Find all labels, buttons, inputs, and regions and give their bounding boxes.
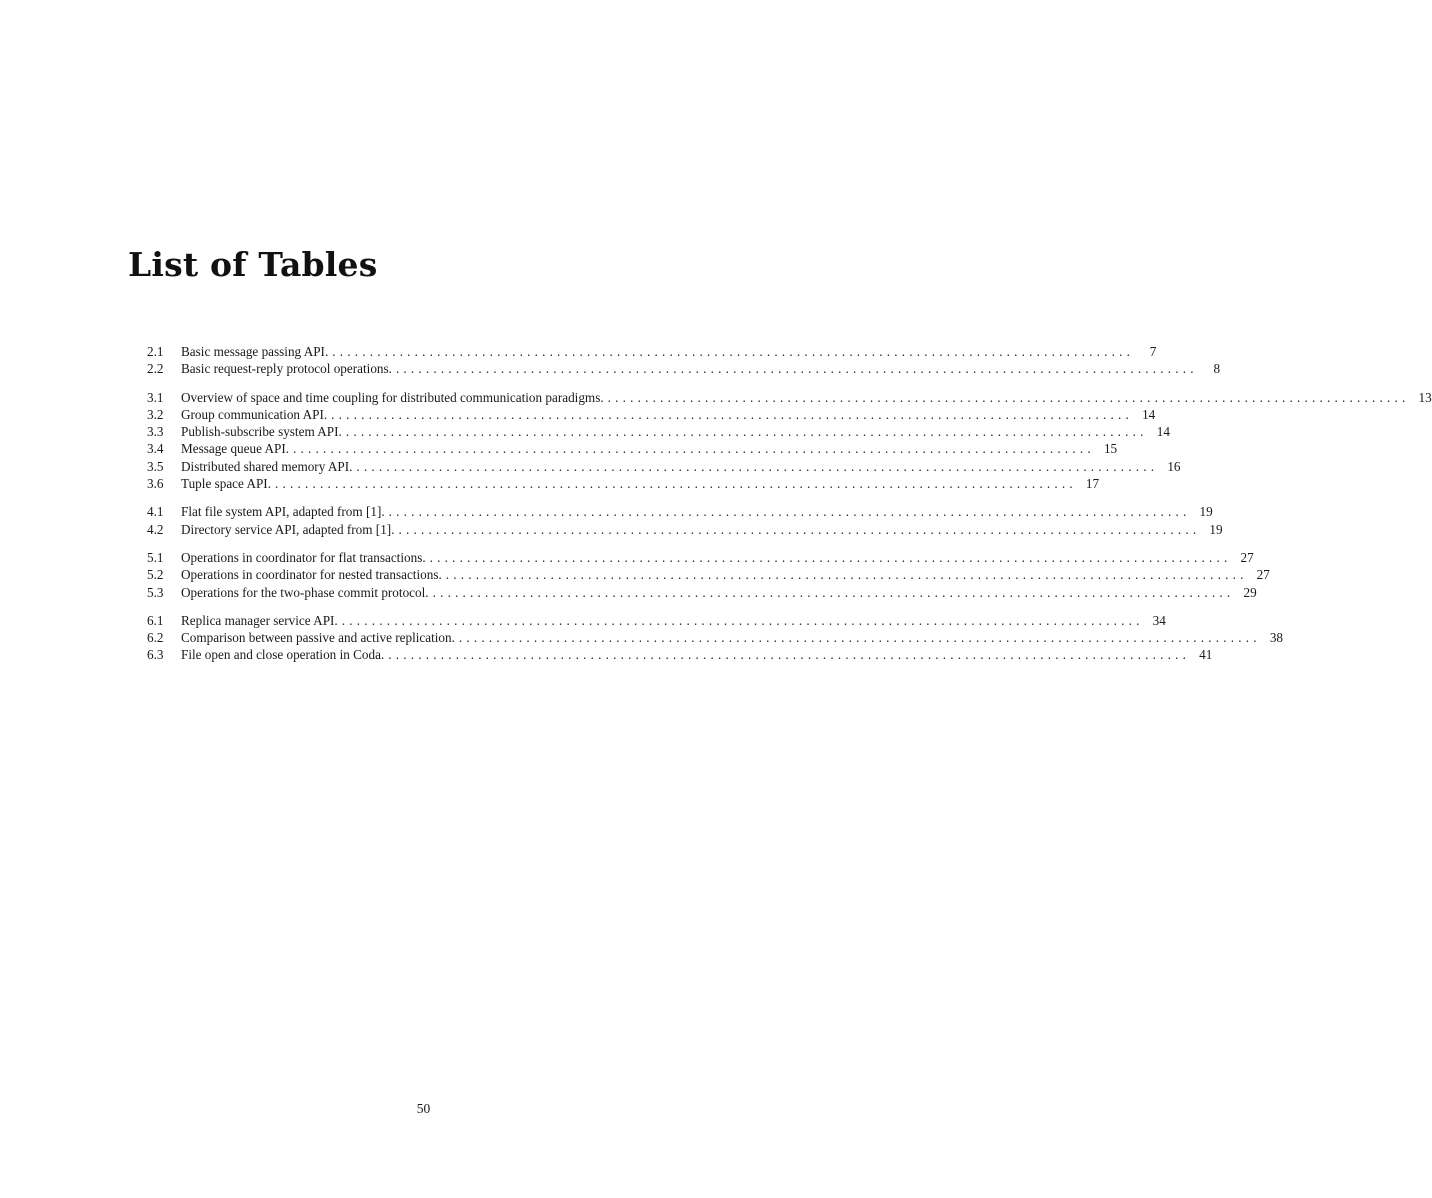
entry-number: 3.4 (147, 441, 164, 457)
table-list-entry[interactable] (147, 440, 1118, 457)
entry-number: 5.3 (147, 584, 164, 600)
entry-page-number: 8 (1213, 361, 1221, 377)
entry-number: 6.1 (147, 612, 164, 628)
entry-page-number: 38 (1269, 630, 1284, 646)
dot-leader (346, 423, 1144, 440)
entry-page-number: 14 (1156, 424, 1170, 440)
entry-title: Overview of space and time coupling for distributed communication paradigms. (181, 389, 604, 405)
entry-number: 2.2 (147, 361, 164, 377)
table-list-group (147, 389, 1432, 493)
entry-page-number: 17 (1085, 476, 1100, 492)
table-list-entry[interactable] (147, 566, 1270, 583)
entry-number: 6.3 (147, 647, 164, 663)
dot-leader (388, 646, 1186, 663)
entry-page-number: 29 (1243, 584, 1257, 600)
entry-page-number: 15 (1103, 441, 1118, 457)
entry-title: Replica manager service API. (181, 612, 338, 628)
dot-leader (332, 343, 1130, 360)
dot-leader (293, 440, 1091, 457)
entry-number: 2.1 (147, 344, 164, 359)
table-list-entry[interactable] (147, 343, 1157, 360)
list-of-tables (147, 343, 1432, 675)
dot-leader (446, 566, 1244, 583)
entry-page-number: 7 (1149, 344, 1157, 359)
table-list-entry[interactable] (147, 458, 1181, 475)
entry-page-number: 19 (1199, 504, 1213, 520)
entry-number: 5.2 (147, 567, 164, 583)
dot-leader (396, 360, 1194, 377)
entry-number: 3.3 (147, 424, 164, 440)
page-number: 50 (416, 1101, 431, 1116)
table-list-entry[interactable] (147, 360, 1221, 377)
table-list-entry[interactable] (147, 475, 1100, 492)
entry-title: Group communication API. (181, 406, 328, 422)
entry-page-number: 16 (1167, 458, 1181, 474)
entry-number: 6.2 (147, 630, 164, 646)
entry-number: 4.2 (147, 521, 164, 537)
dot-leader (275, 475, 1073, 492)
entry-title: Basic message passing API. (181, 344, 329, 359)
table-list-group (147, 503, 1223, 538)
entry-title: File open and close operation in Coda. (181, 647, 385, 663)
table-list-entry[interactable] (147, 646, 1213, 663)
dot-leader (608, 389, 1406, 406)
table-list-entry[interactable] (147, 389, 1432, 406)
table-list-group (147, 343, 1221, 378)
table-list-entry[interactable] (147, 612, 1166, 629)
entry-number: 3.6 (147, 476, 164, 492)
dot-leader (342, 612, 1140, 629)
table-list-group (147, 549, 1270, 601)
entry-page-number: 27 (1256, 567, 1270, 583)
entry-title: Basic request-reply protocol operations. (181, 361, 392, 377)
page-title: List of Tables (128, 245, 378, 284)
table-list-entry[interactable] (147, 503, 1213, 520)
entry-title: Publish-subscribe system API. (181, 424, 342, 440)
entry-page-number: 19 (1209, 521, 1223, 537)
table-list-entry[interactable] (147, 629, 1284, 646)
dot-leader (399, 521, 1197, 538)
entry-number: 3.1 (147, 389, 164, 405)
entry-title: Operations for the two-phase commit protocol. (181, 584, 429, 600)
entry-number: 5.1 (147, 549, 164, 565)
entry-page-number: 13 (1418, 389, 1432, 405)
entry-page-number: 27 (1240, 549, 1254, 565)
entry-number: 4.1 (147, 504, 164, 520)
dot-leader (433, 584, 1231, 601)
entry-title: Comparison between passive and active replication. (181, 630, 455, 646)
table-list-entry[interactable] (147, 584, 1257, 601)
entry-page-number: 14 (1142, 406, 1156, 422)
table-list-group (147, 612, 1284, 664)
entry-title: Distributed shared memory API. (181, 458, 353, 474)
entry-number: 3.2 (147, 406, 164, 422)
entry-title: Flat file system API, adapted from [1]. (181, 504, 385, 520)
dot-leader (389, 503, 1187, 520)
entry-page-number: 41 (1199, 647, 1213, 663)
table-list-entry[interactable] (147, 406, 1156, 423)
dot-leader (331, 406, 1129, 423)
entry-title: Directory service API, adapted from [1]. (181, 521, 395, 537)
entry-title: Tuple space API. (181, 476, 271, 492)
table-list-entry[interactable] (147, 549, 1254, 566)
entry-page-number: 34 (1152, 612, 1166, 628)
table-list-entry[interactable] (147, 521, 1223, 538)
dot-leader (356, 458, 1154, 475)
table-list-entry[interactable] (147, 423, 1170, 440)
entry-title: Message queue API. (181, 441, 290, 457)
entry-title: Operations in coordinator for nested transactions. (181, 567, 442, 583)
dot-leader (459, 629, 1257, 646)
dot-leader (430, 549, 1228, 566)
entry-title: Operations in coordinator for flat transactions. (181, 549, 426, 565)
entry-number: 3.5 (147, 458, 164, 474)
